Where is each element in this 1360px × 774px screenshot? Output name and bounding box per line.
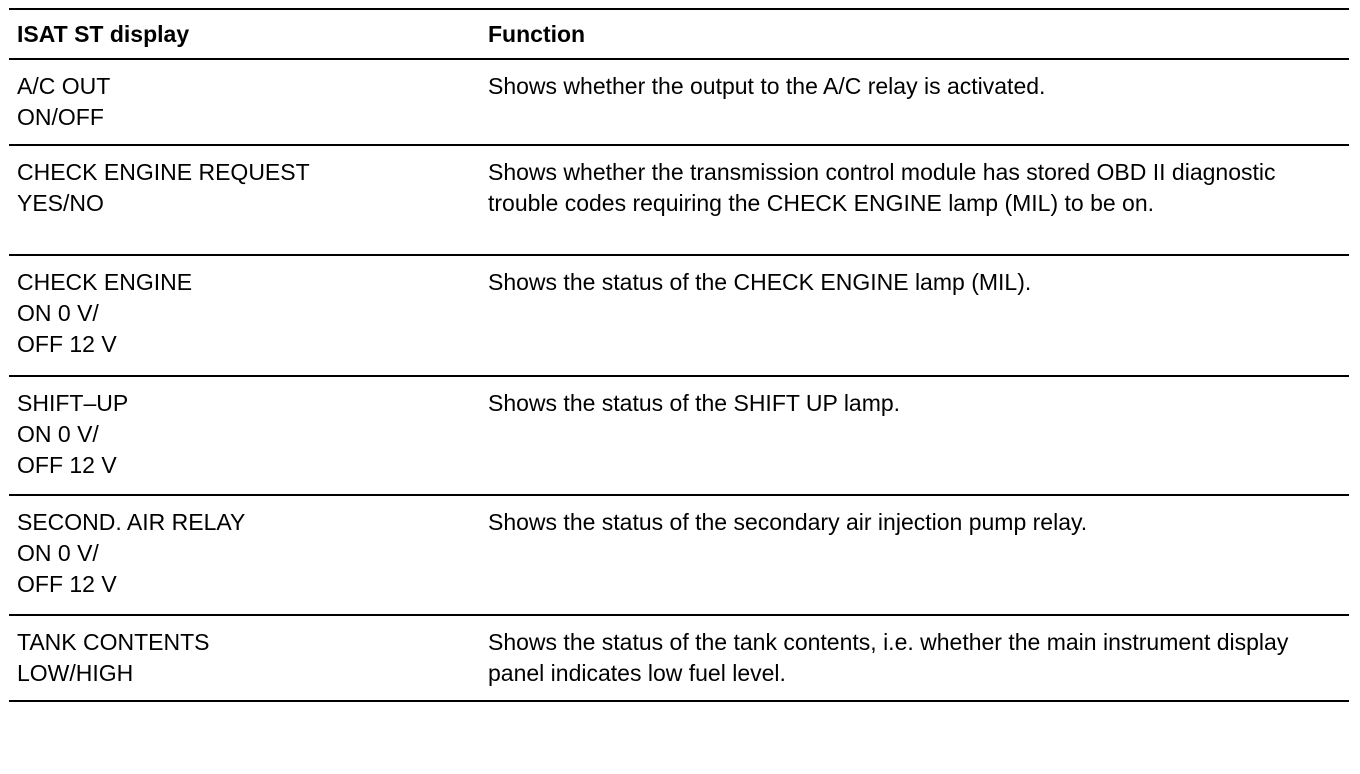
function-text: Shows whether the output to the A/C relay is activated.: [488, 73, 1046, 99]
display-line: OFF 12 V: [17, 452, 117, 478]
display-line: CHECK ENGINE: [17, 269, 193, 295]
table-row: [9, 145, 1349, 255]
function-text: Shows the status of the secondary air injection pump relay.: [488, 509, 1088, 535]
table-header-row: [9, 9, 1349, 59]
table-row: [9, 615, 1349, 701]
function-cell: [480, 59, 1349, 145]
display-line: ON 0 V/: [17, 421, 99, 447]
table-row: [9, 59, 1349, 145]
display-line: LOW/HIGH: [17, 660, 134, 686]
header-function: Function: [480, 9, 1349, 59]
display-line: TANK CONTENTS: [17, 629, 210, 655]
function-cell: [480, 255, 1349, 376]
function-cell: [480, 376, 1349, 495]
table-row: [9, 495, 1349, 615]
function-text: Shows the status of the CHECK ENGINE lamp (MIL).: [488, 269, 1032, 295]
table-row: [9, 376, 1349, 495]
function-text: Shows the status of the SHIFT UP lamp.: [488, 390, 901, 416]
table-row: [9, 255, 1349, 376]
function-cell: [480, 495, 1349, 615]
display-line: SHIFT–UP: [17, 390, 129, 416]
display-line: CHECK ENGINE REQUEST: [17, 159, 310, 185]
display-line: ON/OFF: [17, 104, 104, 130]
isat-display-table: [9, 8, 1349, 702]
function-cell: [480, 615, 1349, 701]
display-cell: [9, 495, 480, 615]
display-line: ON 0 V/: [17, 300, 99, 326]
display-line: OFF 12 V: [17, 571, 117, 597]
display-line: SECOND. AIR RELAY: [17, 509, 246, 535]
display-cell: [9, 376, 480, 495]
display-line: ON 0 V/: [17, 540, 99, 566]
display-cell: [9, 145, 480, 255]
function-cell: [480, 145, 1349, 255]
function-text: Shows whether the transmission control module has stored OBD II diagnostic trouble codes requiring the CHECK ENGINE lamp (MIL) to be on.: [488, 159, 1276, 216]
function-text: Shows the status of the tank contents, i.e. whether the main instrument display panel indicates low fuel level.: [488, 629, 1289, 686]
display-cell: [9, 59, 480, 145]
display-cell: [9, 615, 480, 701]
display-line: OFF 12 V: [17, 331, 117, 357]
display-line: A/C OUT: [17, 73, 111, 99]
display-line: YES/NO: [17, 190, 104, 216]
header-display: ISAT ST display: [9, 9, 480, 59]
display-cell: [9, 255, 480, 376]
